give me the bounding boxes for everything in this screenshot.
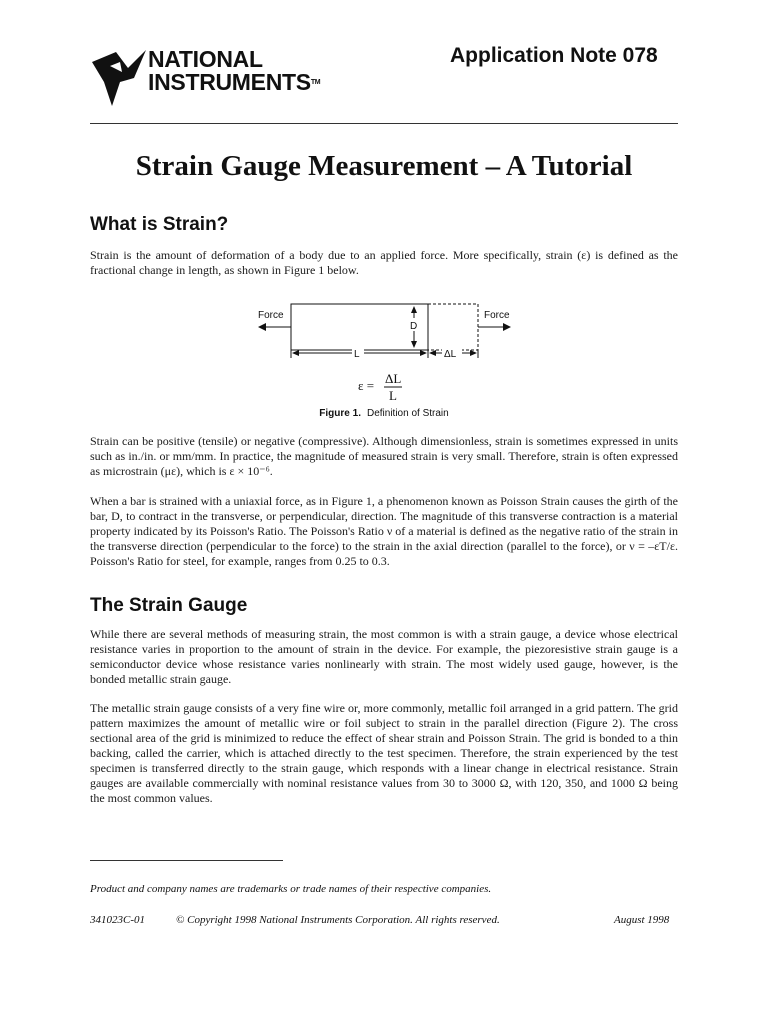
logo-line-instruments: INSTRUMENTS — [148, 69, 311, 95]
figure-1-caption-number: Figure 1. — [319, 408, 361, 419]
copyright-notice: © Copyright 1998 National Instruments Corporation. All rights reserved. — [176, 914, 500, 926]
figure-1-diagram — [250, 296, 520, 408]
equation-denominator: L — [389, 388, 397, 403]
application-note-number: Application Note 078 — [450, 44, 658, 67]
paragraph-strain-definition: Strain is the amount of deformation of a body due to an applied force. More specifically, strain (ε) is defined as the fractional change in length, as shown in Figure 1 below. — [90, 248, 678, 277]
force-label-right: Force — [484, 310, 510, 321]
national-instruments-logo — [90, 48, 340, 110]
elongation-outline — [428, 304, 478, 350]
dimension-label-delta-l: ΔL — [444, 349, 457, 360]
logo-line-national: NATIONAL — [148, 46, 263, 72]
figure-1-caption — [90, 408, 678, 419]
section-heading-what-is-strain: What is Strain? — [90, 214, 229, 235]
document-number: 341023C-01 — [90, 914, 145, 926]
strained-bar — [291, 304, 428, 350]
paragraph-strain-gauge-intro: While there are several methods of measuring strain, the most common is with a strain gauge, a device whose electrical resistance varies in proportion to the amount of strain in the device. For example, the piezoresistive strain gauge is a semiconductor device whose resistance varies nonlinearly with strain. The most widely used gauge, however, is the bonded metallic strain gauge. — [90, 627, 678, 686]
force-label-left: Force — [258, 310, 284, 321]
paragraph-positive-negative-strain: Strain can be positive (tensile) or negative (compressive). Although dimensionless, strain is sometimes expressed in units such as in./in. or mm/mm. In practice, the magnitude of measured strain is very small. Therefore, strain is often expressed as microstrain (με), which is ε × 10⁻⁶. — [90, 434, 678, 478]
dimension-label-l: L — [354, 349, 360, 360]
trademark-notice: Product and company names are trademarks or trade names of their respective companies. — [90, 883, 492, 895]
section-heading-strain-gauge: The Strain Gauge — [90, 595, 248, 616]
equation-lhs: ε = — [358, 378, 375, 393]
paragraph-poisson-strain: When a bar is strained with a uniaxial force, as in Figure 1, a phenomenon known as Poisson Strain causes the girth of the bar, D, to contract in the transverse, or perpendicular, direction. The magnitude of this transverse contraction is a material property indicated by its Poisson's Ratio. The Poisson's Ratio ν of a material is defined as the negative ratio of the strain in the transverse direction (perpendicular to the force) to the strain in the axial direction (parallel to the force), or ν = –εT/ε. Poisson's Ratio for steel, for example, ranges from 0.25 to 0.3. — [90, 494, 678, 568]
header-divider — [90, 123, 678, 124]
force-arrow-right — [503, 323, 511, 331]
dimension-label-d: D — [410, 321, 418, 332]
equation-numerator: ΔL — [385, 371, 402, 386]
figure-1-caption-text: Definition of Strain — [366, 408, 449, 419]
eagle-icon — [90, 48, 148, 110]
trademark-symbol: TM — [310, 79, 321, 86]
publication-date: August 1998 — [614, 914, 670, 926]
paragraph-metallic-strain-gauge: The metallic strain gauge consists of a very fine wire or, more commonly, metallic foil arranged in a grid pattern. The grid pattern maximizes the amount of metallic wire or foil subject to strain in the parallel direction (Figure 2). The cross sectional area of the grid is minimized to reduce the effect of shear strain and Poisson Strain. The grid is bonded to a thin backing, called the carrier, which is attached directly to the test specimen. Therefore, the strain experienced by the test specimen is transferred directly to the strain gauge, which responds with a linear change in electrical resistance. Strain gauges are available commercially with nominal resistance values from 30 to 3000 Ω, with 120, 350, and 1000 Ω being the most common values. — [90, 701, 678, 805]
force-arrow-left — [258, 323, 266, 331]
footnote-divider — [90, 860, 283, 861]
page-title: Strain Gauge Measurement – A Tutorial — [135, 150, 633, 182]
